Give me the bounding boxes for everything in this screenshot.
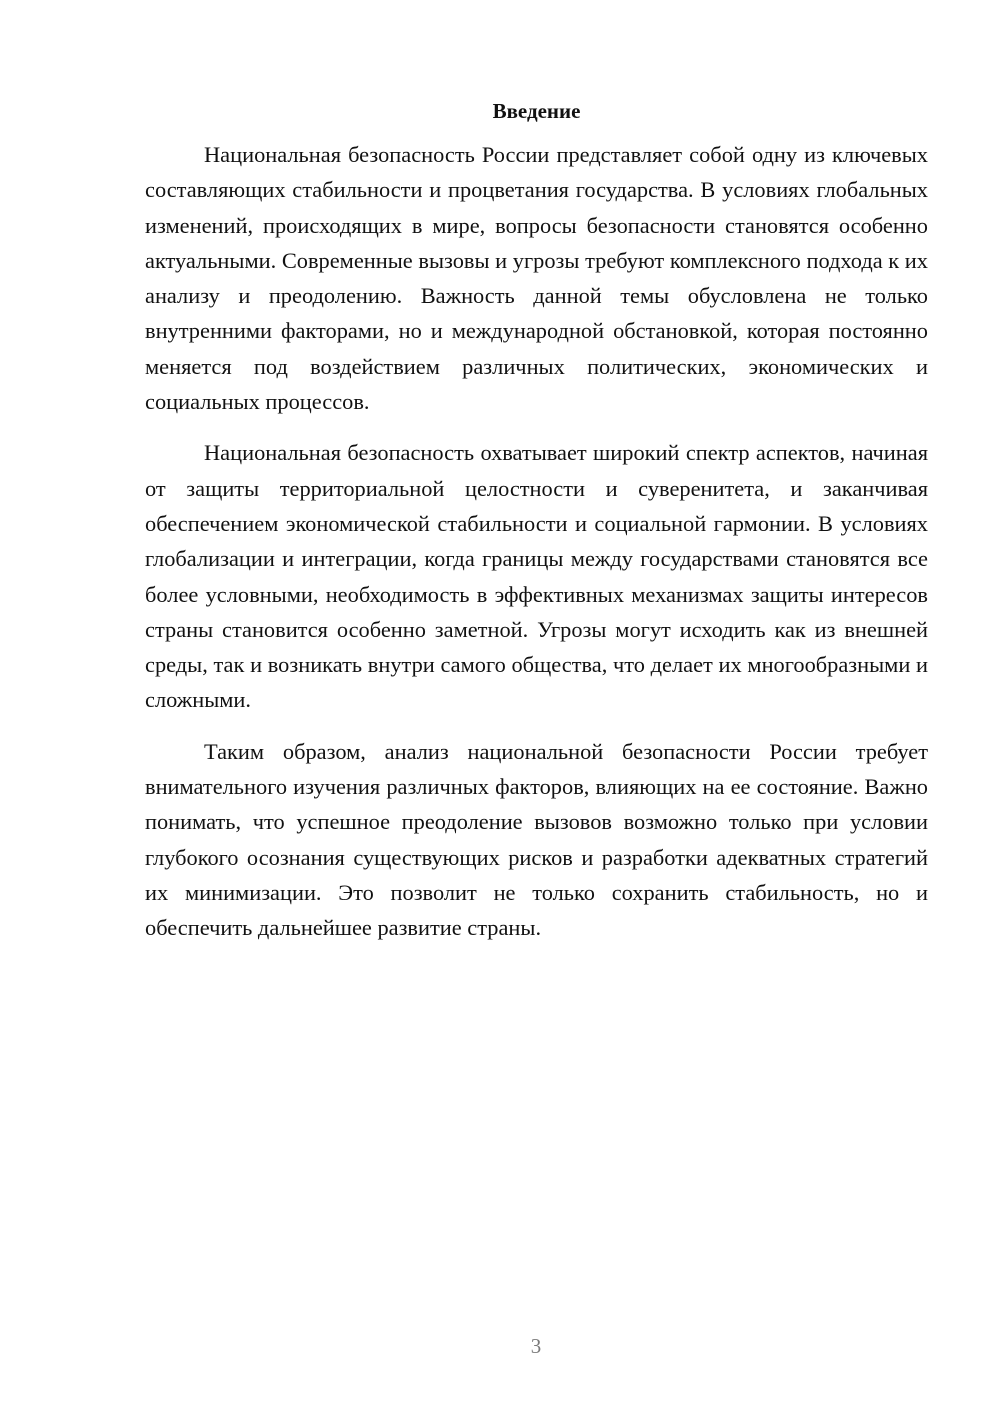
section-heading: Введение bbox=[492, 99, 581, 123]
paragraph-3: Таким образом, анализ национальной безопасности России требует внимательного изучения различных факторов, влияющих на ее состояние. Важно понимать, что успешное преодоление вызовов возможно только при условии глубокого осознания существующих рисков и разработки адекватных стратегий их минимизации. Это позволит не только сохранить стабильность, но и обеспечить дальнейшее развитие страны. bbox=[145, 738, 928, 941]
paragraph-1: Национальная безопасность России представляет собой одну из ключевых составляющих стабильности и процветания государства. В условиях глобальных изменений, происходящих в мире, вопросы безопасности становятся особенно актуальными. Современные вызовы и угрозы требуют комплексного подхода к их анализу и преодолению. Важность данной темы обусловлена не только внутренними факторами, но и международной обстановкой, которая постоянно меняется под воздействием различных политических, экономических и социальных процессов. bbox=[145, 142, 928, 415]
page-content bbox=[145, 94, 928, 962]
paragraph-2: Национальная безопасность охватывает широкий спектр аспектов, начиная от защиты территориальной целостности и суверенитета, и заканчивая обеспечением экономической стабильности и социальной гармонии. В условиях глобализации и интеграции, когда границы между государствами становятся все более условными, необходимость в эффективных механизмах защиты интересов страны становится особенно заметной. Угрозы могут исходить как из внешней среды, так и возникать внутри самого общества, что делает их многообразными и сложными. bbox=[145, 440, 928, 713]
page-number: 3 bbox=[530, 1334, 542, 1358]
